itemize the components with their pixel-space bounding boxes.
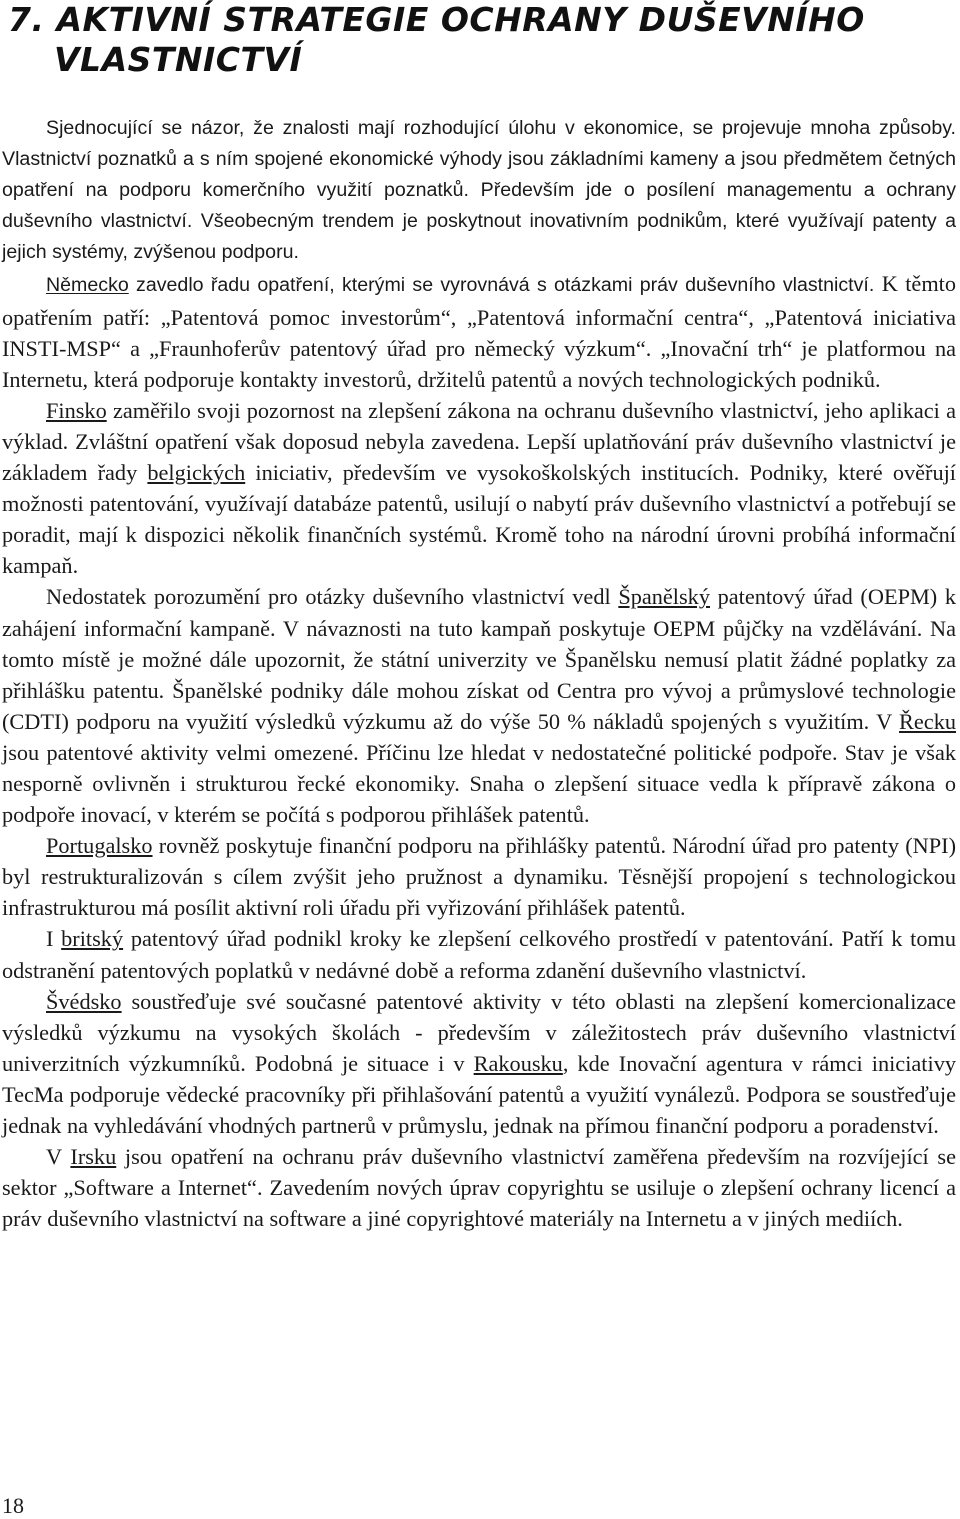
link-britain[interactable]: britský (61, 926, 124, 952)
paragraph-spain-text-b: patentový úřad (OEPM) k zahájení informační kampaně. V návaznosti na tuto kampaň poskytuje OEPM půjčky na vzdělávání. Na tomto místě je možné dále upozornit, že státní univerzity ve Španělsku nemusí platit žádné poplatky za přihlášku patentu. Španělské podniky dále mohou získat od Centra pro vývoj a průmyslové technologie (CDTI) podporu na využití výsledků výzkumu až do výše 50 % nákladů spojených s využitím. V (2, 584, 956, 734)
paragraph-portugal-text: rovněž poskytuje finanční podporu na přihlášky patentů. Národní úřad pro patenty (NPI) byl restrukturalizován s cílem zvýšit jeho pružnost a dynamiku. Těsnější propojení s technologickou infrastrukturou má posílit aktivní roli úřadu při vyřizování přihlášek patentů. (2, 833, 956, 921)
paragraph-spain-text-a: Nedostatek porozumění pro otázky duševního vlastnictví vedl (46, 584, 619, 610)
paragraph-ireland (2, 1141, 956, 1234)
paragraph-finland-text-a: zaměřilo svoji pozornost na zlepšení zákona na ochranu duševního vlastnictví, jeho aplikaci a výklad. Zvláštní opatření však doposud nebyla zavedena. Lepší uplatňování práv duševního vlastnictví je základem řady (2, 397, 956, 486)
paragraph-ireland-text-b: jsou opatření na ochranu práv duševního vlastnictví zaměřena především na rozvíjející se sektor „Software a Internet“. Zavedením nových úprav copyrightu se usiluje o zlepšení ochrany licencí a práv duševního vlastnictví na software a jiné copyrightové materiály na Internetu a v jiných mediích. (2, 1144, 956, 1232)
paragraph-intro-text: Sjednocující se názor, že znalosti mají rozhodující úlohu v ekonomice, se projevuje mnoha způsoby. Vlastnictví poznatků a s ním spojené ekonomické výhody jsou základními kameny a jsou předmětem četných opatření na podporu komerčního využití poznatků. Především jde o posílení managementu a ochrany duševního vlastnictví. Všeobecným trendem je poskytnout inovativním podnikům, které využívají patenty a jejich systémy, zvýšenou podporu. (2, 117, 956, 264)
paragraph-sweden-text-b: , kde Inovační agentura v rámci iniciativy TecMa podporuje vědecké pracovníky při přihlašování patentů a využití vynálezů. Podpora se soustřeďuje jednak na vyhledávání vhodných partnerů v průmyslu, jednak na přímou finanční podporu a poradenství. (2, 1050, 956, 1138)
link-ireland[interactable]: Irsku (70, 1144, 117, 1170)
link-greece[interactable]: Řecku (899, 708, 956, 734)
page-number: 18 (2, 1493, 24, 1518)
paragraph-finland-text-b: iniciativ, především ve vysokoškolských institucích. Podniky, které ověřují možnosti patentování, využívají databáze patentů, usilují o nabytí práv duševního vlastnictví a potřebují se poradit, mají k dispozici několik finančních systémů. Kromě toho na národní úrovni probíhá informační kampaň. (2, 460, 956, 579)
link-portugal[interactable]: Portugalsko (46, 833, 153, 859)
link-spain[interactable]: Španělský (618, 584, 710, 610)
link-belgium[interactable]: belgických (147, 460, 246, 486)
paragraph-spain-text-c: jsou patentové aktivity velmi omezené. Příčinu lze hledat v nedostatečné politické podpoře. Stav je však nesporně ovlivněn i strukturou řecké ekonomiky. Snaha o zlepšení situace vedla k přípravě zákona o podpoře inovací, v kterém se počítá s podporou přihlášek patentů. (2, 739, 956, 828)
paragraph-spain (2, 581, 956, 830)
link-germany[interactable]: Německo (46, 274, 129, 297)
link-sweden[interactable]: Švédsko (46, 988, 122, 1014)
paragraph-intro (2, 113, 956, 268)
paragraph-britain (2, 923, 956, 985)
paragraph-sweden (2, 986, 956, 1141)
paragraph-germany (2, 268, 956, 394)
paragraph-ireland-text-a: V (46, 1144, 71, 1170)
link-austria[interactable]: Rakousku (473, 1050, 563, 1076)
paragraph-sweden-text-a: soustřeďuje své současné patentové aktivity v této oblasti na zlepšení komercionalizace výsledků výzkumu na vysokých školách - především v záležitostech práv duševního vlastnictví univerzitních výzkumníků. Podobná je situace i v (2, 988, 956, 1076)
paragraph-finland (2, 395, 956, 582)
link-finland[interactable]: Finsko (46, 397, 107, 423)
paragraph-britain-text-a: I (46, 926, 62, 952)
chapter-heading-line-2: VLASTNICTVÍ (54, 40, 303, 79)
chapter-heading-line-1: 7. AKTIVNÍ STRATEGIE OCHRANY DUŠEVNÍHO (8, 0, 865, 39)
paragraph-germany-text-b: K těmto opatřením patří: „Patentová pomoc investorům“, „Patentová informační centra“, „Patentová iniciativa INSTI-MSP“ a „Fraunhoferův patentový úřad pro německý výzkum“. „Inovační trh“ je platformou na Internetu, která podporuje kontakty investorů, držitelů patentů a nových technologických podniků. (2, 271, 957, 392)
chapter-heading (8, 0, 948, 80)
body-text (2, 113, 956, 1234)
paragraph-britain-text-b: patentový úřad podnikl kroky ke zlepšení celkového prostředí v patentování. Patří k tomu odstranění patentových poplatků v nedávné době a reforma zdanění duševního vlastnictví. (2, 926, 956, 983)
paragraph-portugal (2, 830, 956, 923)
paragraph-germany-text-a: zavedlo řadu opatření, kterými se vyrovnává s otázkami práv duševního vlastnictví. (128, 274, 875, 297)
